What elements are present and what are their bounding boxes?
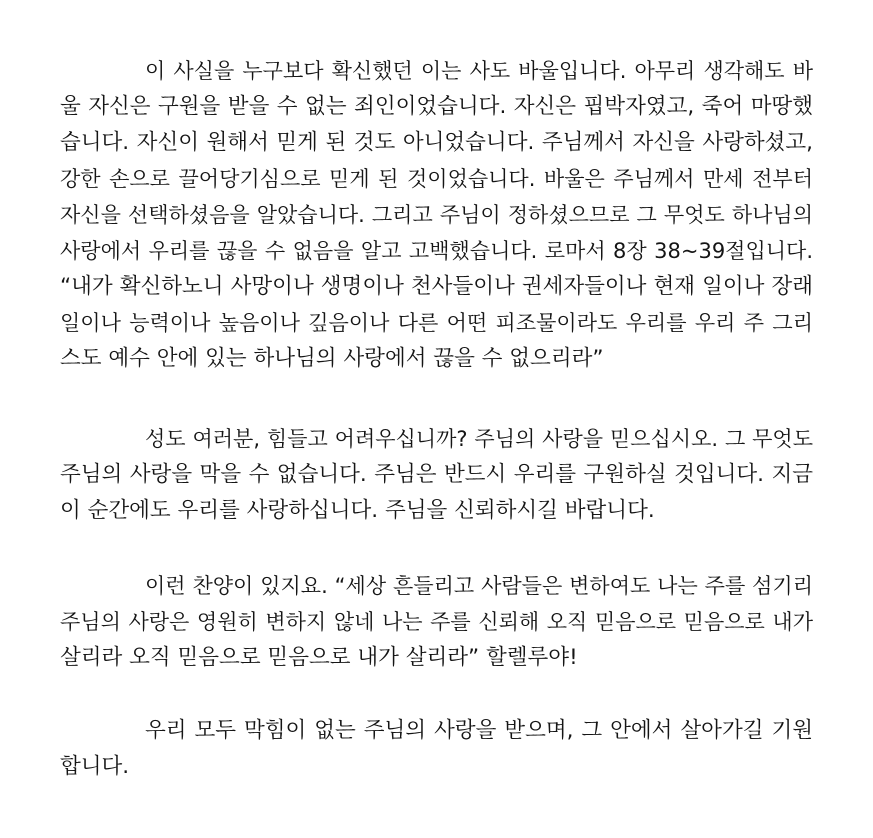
text-line: 이런 찬양이 있지요. “세상 흔들리고 사람들은 변하여도 나는 주를 섬기리 [145, 574, 813, 598]
text-line: 주님의 사랑은 영원히 변하지 않네 나는 주를 신뢰해 오직 믿음으로 믿음으로 내가 [60, 610, 813, 634]
text-line: 자신을 선택하셨음을 알았습니다. 그리고 주님이 정하셨으므로 그 무엇도 하나님의 [60, 203, 813, 227]
text-line: 성도 여러분, 힘들고 어려우십니까? 주님의 사랑을 믿으십시오. 그 무엇도 [145, 427, 813, 451]
text-line: 합니다. [60, 754, 130, 779]
text-line: 일이나 능력이나 높음이나 깊음이나 다른 어떤 피조물이라도 우리를 우리 주 그리 [60, 311, 813, 335]
text-line: 습니다. 자신이 원해서 믿게 된 것도 아니었습니다. 주님께서 자신을 사랑하셨고, [60, 130, 813, 155]
text-line: “내가 확신하노니 사망이나 생명이나 천사들이나 권세자들이나 현재 일이나 장래 [60, 274, 813, 299]
text-line: 이 순간에도 우리를 사랑하십니다. 주님을 신뢰하시길 바랍니다. [60, 498, 655, 523]
text-line: 살리라 오직 믿음으로 믿음으로 내가 살리라” 할렐루야! [60, 645, 578, 670]
text-line: 스도 예수 안에 있는 하나님의 사랑에서 끊을 수 없으리라” [60, 346, 604, 371]
text-line: 강한 손으로 끌어당기심으로 믿게 된 것이었습니다. 바울은 주님께서 만세 전부터 [60, 167, 813, 191]
text-line: 사랑에서 우리를 끊을 수 없음을 알고 고백했습니다. 로마서 8장 38~39절입니다. [60, 239, 813, 263]
text-line: 울 자신은 구원을 받을 수 없는 죄인이었습니다. 자신은 핍박자였고, 죽어 마땅했 [60, 94, 813, 119]
text-line: 주님의 사랑을 막을 수 없습니다. 주님은 반드시 우리를 구원하실 것입니다. 지금 [60, 462, 813, 487]
text-line: 우리 모두 막힘이 없는 주님의 사랑을 받으며, 그 안에서 살아가길 기원 [145, 718, 813, 743]
text-line: 이 사실을 누구보다 확신했던 이는 사도 바울입니다. 아무리 생각해도 바 [145, 59, 813, 83]
